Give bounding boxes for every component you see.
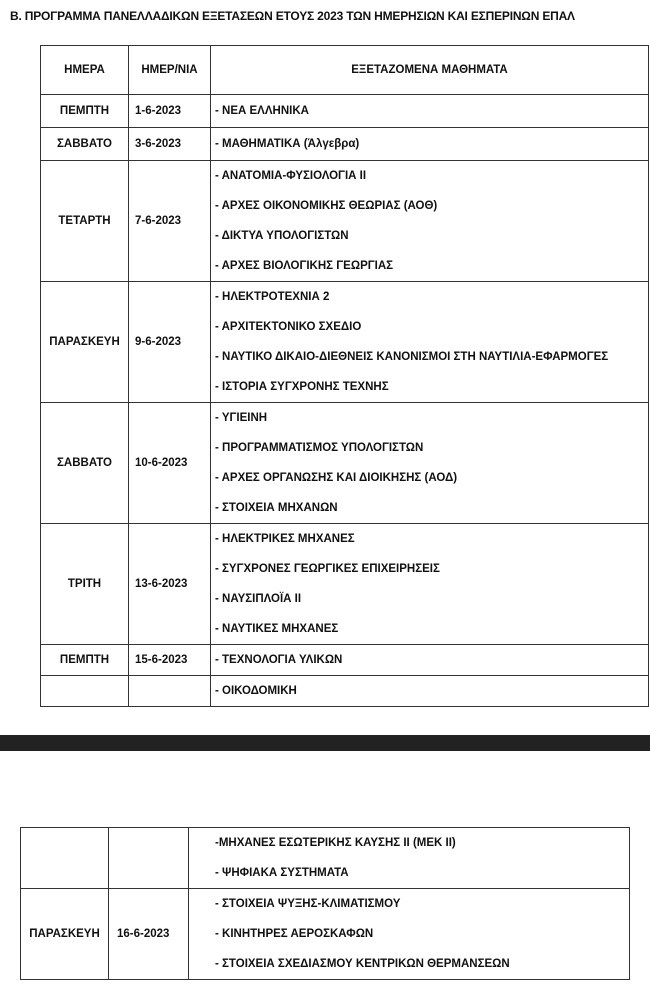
table-row xyxy=(41,403,649,524)
subject-item: - ΥΓΙΕΙΝΗ xyxy=(215,412,268,424)
subject-item: - ΑΝΑΤΟΜΙΑ-ΦΥΣΙΟΛΟΓΙΑ ΙΙ xyxy=(215,170,367,182)
day-cell: ΠΕΜΠΤΗ xyxy=(41,95,129,128)
header-day: ΗΜΕΡΑ xyxy=(41,46,129,95)
subject-item: - ΣΤΟΙΧΕΙΑ ΣΧΕΔΙΑΣΜΟΥ ΚΕΝΤΡΙΚΩΝ ΘΕΡΜΑΝΣΕΩΝ xyxy=(215,958,510,970)
table-row xyxy=(41,95,649,128)
date-cell: 13-6-2023 xyxy=(129,524,211,645)
date-cell: 10-6-2023 xyxy=(129,403,211,524)
table-row xyxy=(41,524,649,645)
subject-item: - ΣΤΟΙΧΕΙΑ ΨΥΞΗΣ-ΚΛΙΜΑΤΙΣΜΟΥ xyxy=(215,898,401,910)
table-row xyxy=(41,128,649,161)
date-cell: 3-6-2023 xyxy=(129,128,211,161)
table-row xyxy=(41,161,649,282)
subject-item: - ΑΡΧΕΣ ΒΙΟΛΟΓΙΚΗΣ ΓΕΩΡΓΙΑΣ xyxy=(215,260,394,272)
subjects-cell xyxy=(189,828,630,889)
subject-item: - ΔΙΚΤΥΑ ΥΠΟΛΟΓΙΣΤΩΝ xyxy=(215,230,349,242)
subjects-cell xyxy=(211,403,649,524)
document-title: Β. ΠΡΟΓΡΑΜΜΑ ΠΑΝΕΛΛΑΔΙΚΩΝ ΕΞΕΤΑΣΕΩΝ ΕΤΟΥΣ 2023 ΤΩΝ ΗΜΕΡΗΣΙΩΝ ΚΑΙ ΕΣΠΕΡΙΝΩΝ ΕΠΑΛ xyxy=(10,9,575,23)
exam-schedule-table-continued xyxy=(20,827,630,980)
day-cell: ΤΕΤΑΡΤΗ xyxy=(41,161,129,282)
subject-item: - ΠΡΟΓΡΑΜΜΑΤΙΣΜΟΣ ΥΠΟΛΟΓΙΣΤΩΝ xyxy=(215,442,424,454)
subject-item: - ΣΤΟΙΧΕΙΑ ΜΗΧΑΝΩΝ xyxy=(215,502,338,514)
page-separator xyxy=(0,735,650,751)
day-cell: ΣΑΒΒΑΤΟ xyxy=(41,403,129,524)
day-cell: ΠΑΡΑΣΚΕΥΗ xyxy=(21,889,109,980)
date-cell: 9-6-2023 xyxy=(129,282,211,403)
subject-item: - ΜΑΘΗΜΑΤΙΚΑ (Άλγεβρα) xyxy=(215,138,360,150)
date-cell: 16-6-2023 xyxy=(109,889,189,980)
header-subjects: ΕΞΕΤΑΖΟΜΕΝΑ ΜΑΘΗΜΑΤΑ xyxy=(211,46,649,95)
subjects-cell xyxy=(211,676,649,707)
subjects-cell xyxy=(211,645,649,676)
date-cell xyxy=(109,828,189,889)
date-cell: 7-6-2023 xyxy=(129,161,211,282)
subjects-cell xyxy=(211,282,649,403)
subjects-cell xyxy=(211,524,649,645)
subject-item: - ΑΡΧΕΣ ΟΙΚΟΝΟΜΙΚΗΣ ΘΕΩΡΙΑΣ (ΑΟΘ) xyxy=(215,200,438,212)
subjects-cell xyxy=(211,95,649,128)
table-header-row xyxy=(41,46,649,95)
exam-schedule-table xyxy=(40,45,649,707)
subject-item: - ΚΙΝΗΤΗΡΕΣ ΑΕΡΟΣΚΑΦΩΝ xyxy=(215,928,374,940)
subjects-cell xyxy=(211,161,649,282)
day-cell xyxy=(21,828,109,889)
subject-item: - ΝΑΥΤΙΚΟ ΔΙΚΑΙΟ-ΔΙΕΘΝΕΙΣ ΚΑΝΟΝΙΣΜΟΙ ΣΤΗ ΝΑΥΤΙΛΙΑ-ΕΦΑΡΜΟΓΕΣ xyxy=(215,351,609,363)
date-cell: 1-6-2023 xyxy=(129,95,211,128)
day-cell: ΠΕΜΠΤΗ xyxy=(41,645,129,676)
subject-item: -ΜΗΧΑΝΕΣ ΕΣΩΤΕΡΙΚΗΣ ΚΑΥΣΗΣ ΙΙ (ΜΕΚ ΙΙ) xyxy=(215,837,456,849)
subjects-cell xyxy=(189,889,630,980)
subject-item: - ΝΑΥΣΙΠΛΟΪΑ ΙΙ xyxy=(215,593,302,605)
header-date: ΗΜΕΡ/ΝΙΑ xyxy=(129,46,211,95)
day-cell: ΤΡΙΤΗ xyxy=(41,524,129,645)
subject-item: - ΨΗΦΙΑΚΑ ΣΥΣΤΗΜΑΤΑ xyxy=(215,867,349,879)
date-cell xyxy=(129,676,211,707)
subject-item: - ΑΡΧΙΤΕΚΤΟΝΙΚΟ ΣΧΕΔΙΟ xyxy=(215,321,362,333)
subject-item: - ΤΕΧΝΟΛΟΓΙΑ ΥΛΙΚΩΝ xyxy=(215,654,343,666)
subject-item: - ΝΑΥΤΙΚΕΣ ΜΗΧΑΝΕΣ xyxy=(215,623,339,635)
subject-item: - ΝΕΑ ΕΛΛΗΝΙΚΑ xyxy=(215,105,309,117)
subject-item: - ΙΣΤΟΡΙΑ ΣΥΓΧΡΟΝΗΣ ΤΕΧΝΗΣ xyxy=(215,381,389,393)
day-cell: ΠΑΡΑΣΚΕΥΗ xyxy=(41,282,129,403)
subject-item: - ΟΙΚΟΔΟΜΙΚΗ xyxy=(215,685,297,697)
subject-item: - ΗΛΕΚΤΡΙΚΕΣ ΜΗΧΑΝΕΣ xyxy=(215,533,355,545)
table-row xyxy=(41,676,649,707)
table-row xyxy=(41,282,649,403)
subject-item: - ΣΥΓΧΡΟΝΕΣ ΓΕΩΡΓΙΚΕΣ ΕΠΙΧΕΙΡΗΣΕΙΣ xyxy=(215,563,440,575)
table-row xyxy=(21,889,630,980)
subject-item: - ΑΡΧΕΣ ΟΡΓΑΝΩΣΗΣ ΚΑΙ ΔΙΟΙΚΗΣΗΣ (ΑΟΔ) xyxy=(215,472,458,484)
table-row xyxy=(41,645,649,676)
subjects-cell xyxy=(211,128,649,161)
subject-item: - ΗΛΕΚΤΡΟΤΕΧΝΙΑ 2 xyxy=(215,291,330,303)
day-cell: ΣΑΒΒΑΤΟ xyxy=(41,128,129,161)
date-cell: 15-6-2023 xyxy=(129,645,211,676)
table-row xyxy=(21,828,630,889)
day-cell xyxy=(41,676,129,707)
